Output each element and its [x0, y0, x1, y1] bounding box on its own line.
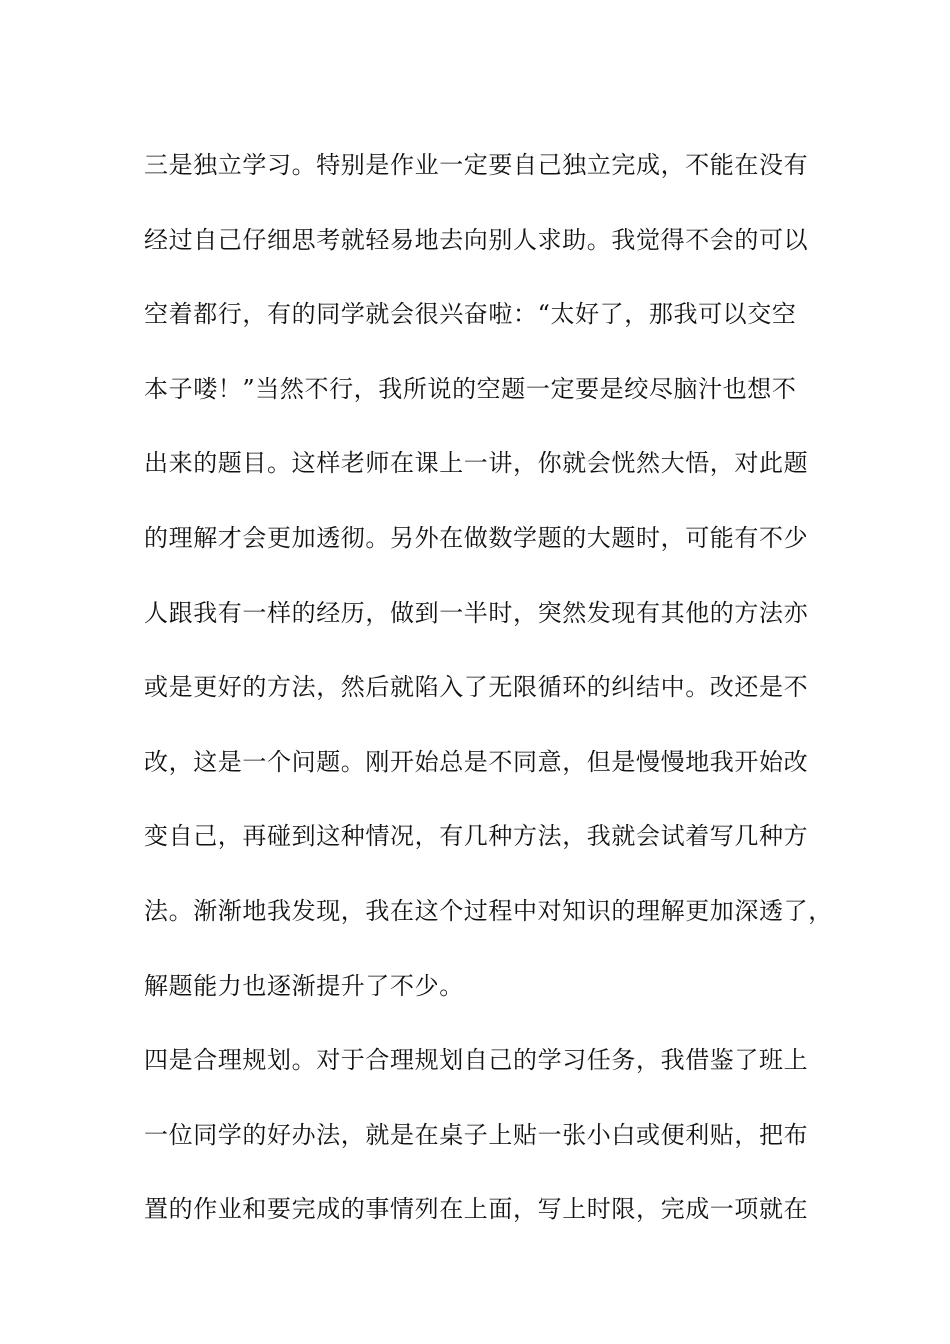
text-line: 改，这是一个问题。刚开始总是不同意，但是慢慢地我开始改 [144, 747, 809, 776]
text-line: 一位同学的好办法，就是在桌子上贴一张小白或便利贴，把布 [144, 1120, 809, 1149]
text-line: 解题能力也逐渐提升了不少。 [144, 971, 464, 1000]
text-line: 出来的题目。这样老师在课上一讲，你就会恍然大悟，对此题 [144, 449, 809, 478]
text-line: 人跟我有一样的经历，做到一半时，突然发现有其他的方法亦 [144, 598, 809, 627]
text-line: 三是独立学习。特别是作业一定要自己独立完成，不能在没有 [144, 151, 809, 179]
text-line: 空着都行，有的同学就会很兴奋啦：“太好了，那我可以交空 [144, 300, 797, 329]
text-line: 的理解才会更加透彻。另外在做数学题的大题时，可能有不少 [144, 523, 809, 552]
text-line: 置的作业和要完成的事情列在上面，写上时限，完成一项就在 [144, 1195, 809, 1224]
text-line: 经过自己仔细思考就轻易地去向别人求助。我觉得不会的可以 [144, 225, 809, 254]
body-text [144, 128, 834, 1247]
text-line: 本子喽！”当然不行，我所说的空题一定要是绞尽脑汁也想不 [144, 374, 797, 403]
text-line: 变自己，再碰到这种情况，有几种方法，我就会试着写几种方 [144, 822, 809, 851]
text-line: 四是合理规划。对于合理规划自己的学习任务，我借鉴了班上 [144, 1046, 809, 1075]
text-line: 或是更好的方法，然后就陷入了无限循环的纠结中。改还是不 [144, 673, 809, 702]
text-line: 法。渐渐地我发现，我在这个过程中对知识的理解更加深透了， [144, 896, 833, 925]
